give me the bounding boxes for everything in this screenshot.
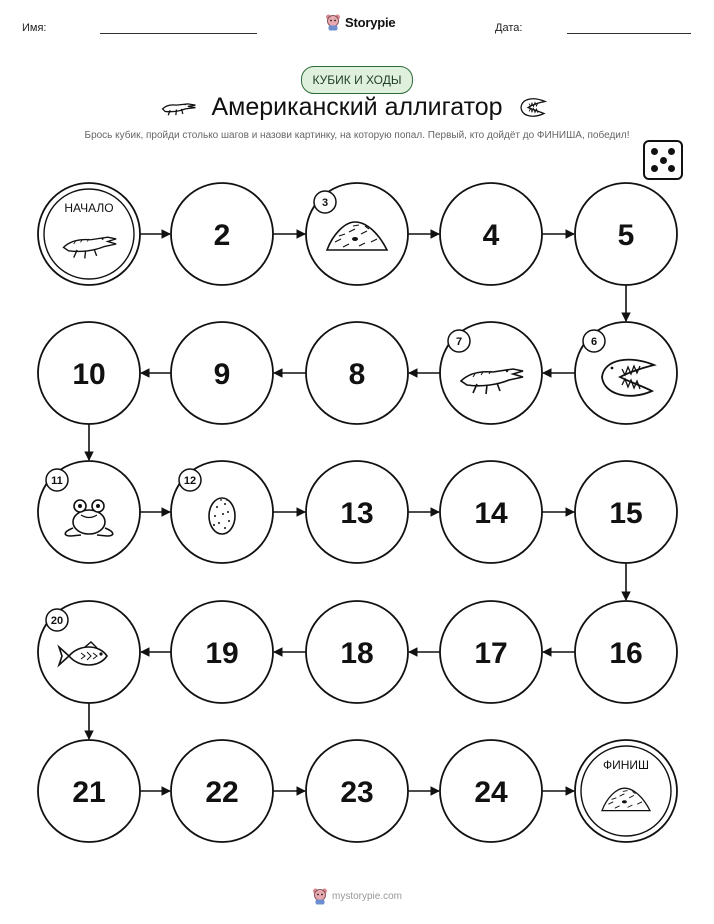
- board-space-15[interactable]: [575, 461, 677, 563]
- board-space-8[interactable]: [306, 322, 408, 424]
- board-space-2[interactable]: [171, 183, 273, 285]
- space-number: 17: [474, 637, 508, 670]
- space-number: 2: [213, 219, 231, 252]
- page-title: Американский аллигатор: [211, 93, 503, 121]
- board-space-4[interactable]: [440, 183, 542, 285]
- board-space-18[interactable]: [306, 601, 408, 703]
- space-number: 8: [348, 358, 366, 391]
- instructions: Брось кубик, пройди столько шагов и назови картинку, на которую попал. Первый, кто дойдёт до ФИНИША, победил!: [84, 130, 630, 141]
- bear-mascot-footer-icon: [312, 887, 328, 905]
- board-space-5[interactable]: [575, 183, 677, 285]
- start-label: НАЧАЛО: [64, 201, 114, 215]
- space-number: 3: [321, 197, 329, 209]
- board-space-10[interactable]: [38, 322, 140, 424]
- space-number: 12: [183, 475, 197, 487]
- date-label: Дата:: [495, 22, 523, 34]
- space-number: 23: [340, 776, 374, 809]
- board-space-12[interactable]: [171, 461, 273, 563]
- space-number: 14: [474, 497, 508, 530]
- space-number: 21: [72, 776, 106, 809]
- start-space[interactable]: [38, 183, 140, 285]
- board-space-16[interactable]: [575, 601, 677, 703]
- space-number: 5: [617, 219, 635, 252]
- space-number: 6: [590, 336, 598, 348]
- space-number: 7: [455, 336, 463, 348]
- space-number: 15: [609, 497, 643, 530]
- board-space-17[interactable]: [440, 601, 542, 703]
- board-space-23[interactable]: [306, 740, 408, 842]
- board-space-22[interactable]: [171, 740, 273, 842]
- space-number: 16: [609, 637, 643, 670]
- space-number: 20: [50, 615, 64, 627]
- egg-icon: [209, 498, 235, 534]
- footer-url[interactable]: mystorypie.com: [331, 890, 402, 902]
- board-space-9[interactable]: [171, 322, 273, 424]
- space-number: 19: [205, 637, 239, 670]
- board-space-7[interactable]: [440, 322, 542, 424]
- footer: [0, 887, 714, 905]
- board-space-6[interactable]: [575, 322, 677, 424]
- space-number: 10: [72, 358, 106, 391]
- finish-label: ФИНИШ: [602, 758, 650, 772]
- brand-name: Storypie: [345, 14, 396, 30]
- board-space-21[interactable]: [38, 740, 140, 842]
- category-badge: КУБИК И ХОДЫ: [301, 66, 413, 94]
- space-number: 11: [51, 475, 63, 487]
- space-number: 22: [205, 776, 239, 809]
- space-number: 24: [474, 776, 508, 809]
- finish-space[interactable]: [575, 740, 677, 842]
- space-number: 13: [340, 497, 374, 530]
- board-space-11[interactable]: [38, 461, 140, 563]
- board-space-20[interactable]: [38, 601, 140, 703]
- board-space-13[interactable]: [306, 461, 408, 563]
- space-number: 4: [482, 219, 500, 252]
- board-space-14[interactable]: [440, 461, 542, 563]
- board-space-24[interactable]: [440, 740, 542, 842]
- space-number: 18: [340, 637, 374, 670]
- name-label: Имя:: [22, 22, 47, 34]
- space-number: 9: [213, 358, 231, 391]
- board-space-19[interactable]: [171, 601, 273, 703]
- board-space-3[interactable]: [306, 183, 408, 285]
